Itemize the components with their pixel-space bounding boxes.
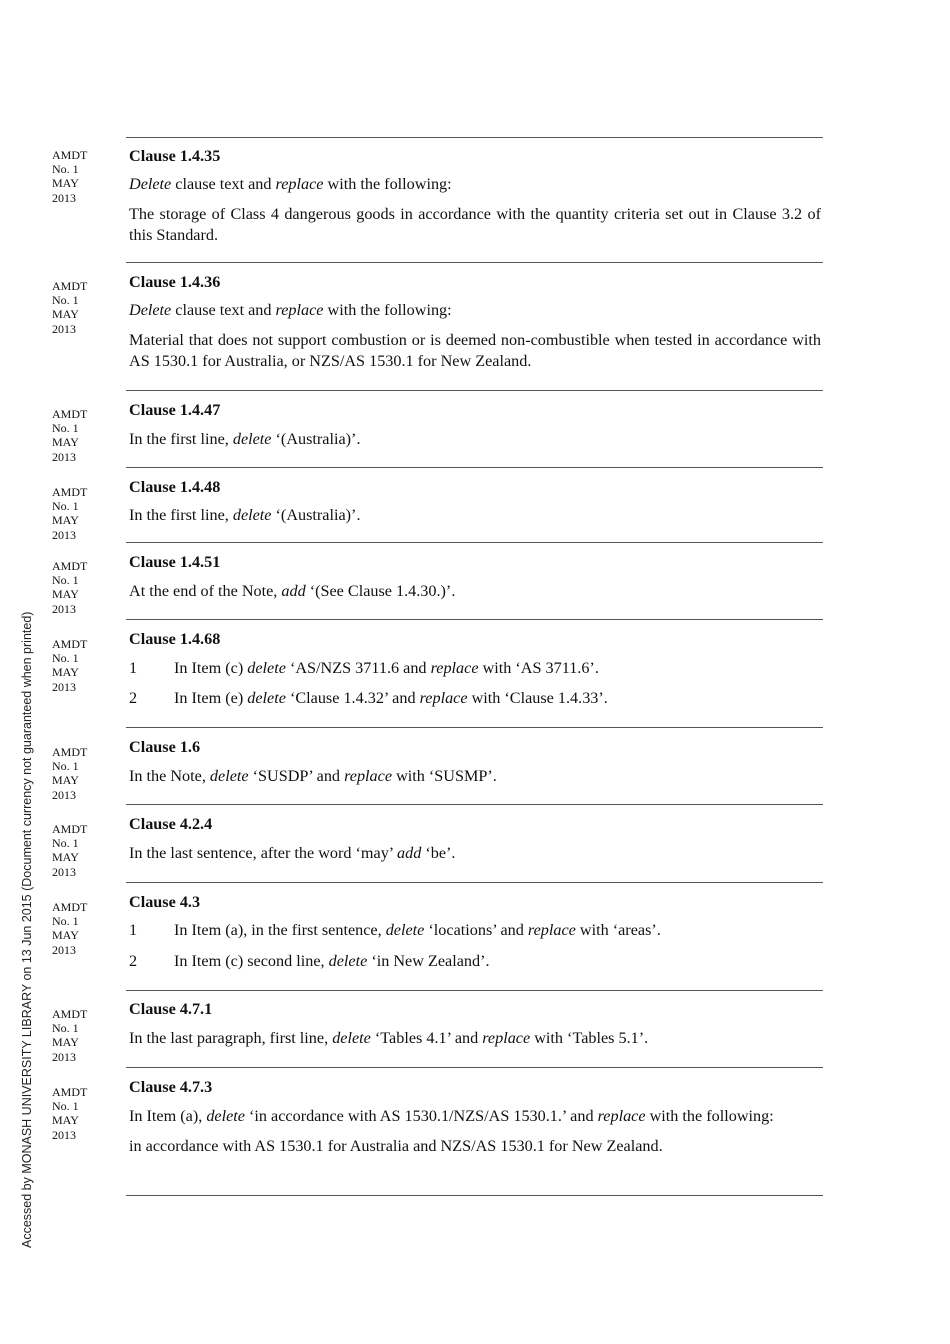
amdt-label: AMDT [52,745,88,759]
instruction-text: In the first line, [129,430,233,448]
clause-heading: Clause 1.4.35 [129,147,221,165]
amendment-marker [52,1007,112,1064]
instruction-text: In Item (c) second line, [174,952,329,970]
amdt-month: MAY [52,513,79,528]
instruction-text: ‘locations’ and [424,921,528,939]
divider-rule [126,882,823,883]
amdt-month: MAY [52,587,79,602]
action-word: Delete [129,301,172,319]
amdt-number: No. 1 [52,162,79,177]
amendment-marker [52,148,112,205]
instruction-text: ‘(Australia)’. [271,430,361,448]
clause-instruction [129,843,821,864]
amdt-year: 2013 [52,190,76,205]
instruction-text: ‘in accordance with AS 1530.1/NZS/AS 1530.1.’ and [244,1107,598,1125]
action-word: delete [247,689,286,707]
item-text [174,688,821,709]
action-word: delete [232,430,272,448]
action-word: replace [419,689,468,707]
numbered-item [129,688,821,709]
amdt-year: 2013 [52,679,76,694]
instruction-text: In the first line, [129,506,233,524]
amdt-label: AMDT [52,148,88,162]
amdt-label: AMDT [52,279,88,293]
amdt-year: 2013 [52,449,76,464]
clause-instruction [129,174,821,195]
action-word: delete [328,952,368,970]
clause-block-1-4-35 [129,146,821,246]
amdt-month: MAY [52,773,79,788]
divider-rule [126,727,823,728]
amdt-number: No. 1 [52,293,79,308]
clause-block-1-4-48 [129,477,821,526]
action-word: delete [385,921,425,939]
instruction-text: ‘Clause 1.4.32’ and [285,689,420,707]
instruction-text: with ‘AS 3711.6’. [478,659,599,677]
clause-block-1-4-51 [129,552,821,602]
amdt-year: 2013 [52,1049,76,1064]
amendment-marker [52,559,112,616]
instruction-text: In Item (a), in the first sentence, [174,921,386,939]
clause-block-1-4-47 [129,400,821,450]
amendment-marker [52,822,112,879]
clause-block-4-2-4 [129,814,821,864]
divider-rule [126,262,823,263]
numbered-item [129,920,821,941]
amdt-number: No. 1 [52,573,79,588]
item-text [174,658,821,679]
amdt-year: 2013 [52,942,76,957]
divider-rule [126,390,823,391]
amdt-number: No. 1 [52,499,79,514]
amdt-year: 2013 [52,321,76,336]
amdt-number: No. 1 [52,914,79,929]
amdt-number: No. 1 [52,651,79,666]
clause-heading: Clause 4.7.3 [129,1078,213,1096]
action-word: replace [430,659,479,677]
instruction-text: ‘(Australia)’. [271,506,361,524]
item-number: 2 [129,689,138,707]
instruction-text: ‘Tables 4.1’ and [370,1029,483,1047]
action-word: add [281,582,306,600]
amdt-month: MAY [52,176,79,191]
amdt-label: AMDT [52,407,88,421]
clause-heading: Clause 4.7.1 [129,1000,213,1018]
clause-heading: Clause 1.4.51 [129,553,221,571]
amdt-month: MAY [52,307,79,322]
action-word: replace [344,767,393,785]
clause-instruction [129,505,821,526]
clause-block-4-3 [129,892,821,972]
access-watermark-note: Accessed by MONASH UNIVERSITY LIBRARY on 13 Jun 2015 (Document currency not guaranteed when printed) [20,611,34,1248]
amdt-label: AMDT [52,900,88,914]
clause-heading: Clause 4.2.4 [129,815,213,833]
instruction-text: At the end of the Note, [129,582,282,600]
action-word: replace [275,301,324,319]
divider-rule [126,804,823,805]
replacement-text: The storage of Class 4 dangerous goods in accordance with the quantity criteria set out in Clause 3.2 of this Standard. [129,205,821,244]
action-word: delete [209,767,249,785]
replacement-text: in accordance with AS 1530.1 for Australia and NZS/AS 1530.1 for New Zealand. [129,1137,663,1155]
item-number: 2 [129,952,138,970]
divider-rule [126,467,823,468]
clause-instruction [129,766,821,787]
instruction-text: with the following: [323,301,452,319]
instruction-text: with the following: [645,1107,774,1125]
item-text [174,951,821,972]
amdt-month: MAY [52,665,79,680]
amdt-number: No. 1 [52,421,79,436]
instruction-text: with ‘areas’. [575,921,661,939]
amdt-month: MAY [52,1035,79,1050]
instruction-text: with the following: [323,175,452,193]
instruction-text: ‘AS/NZS 3711.6 and [285,659,431,677]
amendment-marker [52,900,112,957]
action-word: replace [527,921,576,939]
amdt-year: 2013 [52,864,76,879]
amendment-marker [52,407,112,464]
divider-rule [126,990,823,991]
clause-instruction [129,581,821,602]
clause-instruction [129,1106,821,1127]
item-text [174,920,821,941]
clause-heading: Clause 1.6 [129,738,201,756]
clause-instruction [129,1028,821,1049]
amdt-label: AMDT [52,637,88,651]
amdt-number: No. 1 [52,759,79,774]
instruction-text: In the last paragraph, first line, [129,1029,333,1047]
instruction-text: In the Note, [129,767,210,785]
action-word: add [397,844,422,862]
instruction-text: ‘(See Clause 1.4.30.)’. [305,582,456,600]
amdt-month: MAY [52,928,79,943]
amdt-year: 2013 [52,601,76,616]
amendment-marker [52,1085,112,1142]
action-word: delete [206,1107,245,1125]
divider-rule [126,542,823,543]
amdt-month: MAY [52,1113,79,1128]
clause-instruction [129,429,821,450]
amendment-marker [52,745,112,802]
instruction-text: clause text and [171,301,276,319]
clause-block-4-7-3 [129,1077,821,1157]
action-word: replace [482,1029,531,1047]
amdt-label: AMDT [52,1007,88,1021]
divider-rule [126,1067,823,1068]
divider-rule [126,1195,823,1196]
amdt-month: MAY [52,850,79,865]
clause-block-4-7-1 [129,999,821,1049]
amdt-label: AMDT [52,485,88,499]
amendment-marker [52,637,112,694]
clause-heading: Clause 1.4.36 [129,273,221,291]
instruction-text: In Item (e) [174,689,248,707]
action-word: delete [332,1029,371,1047]
amdt-label: AMDT [52,1085,88,1099]
action-word: replace [275,175,324,193]
amdt-number: No. 1 [52,1099,79,1114]
action-word: delete [232,506,272,524]
amdt-year: 2013 [52,527,76,542]
divider-rule [126,619,823,620]
amdt-year: 2013 [52,1127,76,1142]
amdt-number: No. 1 [52,1021,79,1036]
amdt-label: AMDT [52,822,88,836]
instruction-text: In the last sentence, after the word ‘may’ [129,844,398,862]
clause-block-1-6 [129,737,821,787]
clause-heading: Clause 1.4.68 [129,630,221,648]
amendment-marker [52,485,112,542]
action-word: replace [597,1107,646,1125]
numbered-item [129,951,821,972]
clause-heading: Clause 1.4.48 [129,478,221,496]
instruction-text: ‘be’. [421,844,456,862]
amdt-number: No. 1 [52,836,79,851]
item-number: 1 [129,659,138,677]
action-word: delete [247,659,286,677]
numbered-item [129,658,821,679]
clause-heading: Clause 1.4.47 [129,401,221,419]
amdt-month: MAY [52,435,79,450]
instruction-text: with ‘SUSMP’. [392,767,497,785]
item-number: 1 [129,921,138,939]
clause-instruction [129,300,821,321]
amdt-label: AMDT [52,559,88,573]
instruction-text: clause text and [171,175,276,193]
instruction-text: In Item (a), [129,1107,207,1125]
instruction-text: ‘SUSDP’ and [248,767,345,785]
action-word: Delete [129,175,172,193]
instruction-text: with ‘Tables 5.1’. [530,1029,649,1047]
replacement-text: Material that does not support combustion or is deemed non-combustible when tested in accordance with AS 1530.1 for Australia, or NZS/AS 1530.1 for New Zealand. [129,331,821,370]
divider-rule [126,137,823,138]
clause-block-1-4-68 [129,629,821,709]
instruction-text: In Item (c) [174,659,248,677]
amendment-marker [52,279,112,336]
amdt-year: 2013 [52,787,76,802]
instruction-text: with ‘Clause 1.4.33’. [467,689,608,707]
clause-block-1-4-36 [129,272,821,372]
instruction-text: ‘in New Zealand’. [367,952,490,970]
clause-heading: Clause 4.3 [129,893,201,911]
